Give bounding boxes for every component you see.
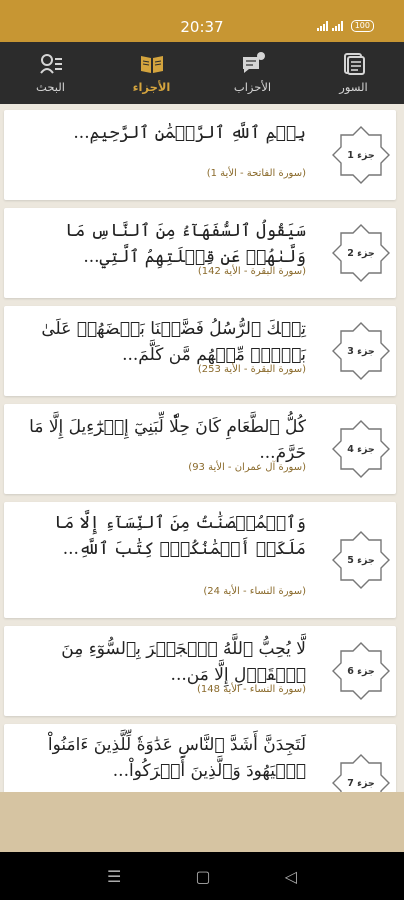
juz-verse: لَتَجِدَنَّ أَشَدَّ ٱلنَّاسِ عَدَٰوَةٗ لِّلَّذِينَ ءَامَنُواْ ٱلۡيَهُودَ وَٱلَّذِينَ أَشۡرَكُواْ... [47, 735, 306, 781]
tab-search[interactable] [0, 42, 101, 104]
juz-list [0, 104, 404, 792]
juz-badge-label: جزء 4 [347, 443, 375, 455]
juz-badge-label: جزء 3 [347, 345, 375, 357]
juz-reference: (سورة النساء - الأية 24) [203, 586, 306, 597]
battery-icon: 100 [351, 20, 374, 32]
book-list-icon [341, 51, 367, 77]
signal-icon [317, 21, 328, 31]
juz-verse: تِلۡكَ ٱلرُّسُلُ فَضَّلۡنَا بَعۡضَهُمۡ عَلَىٰ بَعۡضٖۘ مِّنۡهُم مَّن كَلَّمَ... [41, 319, 306, 365]
juz-reference: (سورة البقرة - الأية 253) [197, 364, 306, 375]
juz-reference: (سورة البقرة - الأية 142) [197, 266, 306, 277]
juz-verse: بِسۡمِ ٱللَّهِ ٱلرَّحۡمَٰنِ ٱلرَّحِيمِ... [73, 123, 306, 143]
bottom-banner [0, 792, 404, 852]
juz-badge-label: جزء 6 [347, 665, 375, 677]
juz-badge-label: جزء 5 [347, 554, 375, 566]
juz-reference: (سورة آل عمران - الأية 93) [188, 462, 306, 473]
search-user-icon [38, 51, 64, 77]
juz-badge [332, 531, 390, 589]
juz-card[interactable] [4, 110, 396, 200]
juz-card[interactable] [4, 502, 396, 618]
chat-plus-icon [240, 51, 266, 77]
juz-badge-label: جزء 7 [347, 777, 375, 789]
juz-card[interactable] [4, 306, 396, 396]
home-icon[interactable]: ▢ [195, 866, 211, 886]
tab-label: البحث [36, 80, 65, 94]
back-icon[interactable]: ◁ [284, 866, 297, 886]
juz-reference: (سورة النساء - الأية 148) [197, 684, 306, 695]
juz-badge [332, 322, 390, 380]
tab-juz[interactable] [101, 42, 202, 104]
juz-verse: لَّا يُحِبُّ ٱللَّهُ ٱلۡجَهۡرَ بِٱلسُّوٓءِ مِنَ ٱلۡقَوۡلِ إِلَّا مَن... [61, 639, 306, 685]
tab-label: الأجزاء [132, 80, 171, 94]
juz-badge [332, 754, 390, 792]
juz-reference: (سورة الفاتحة - الأية 1) [206, 168, 306, 179]
juz-card[interactable] [4, 626, 396, 716]
tab-label: السور [339, 80, 368, 94]
juz-verse: وَٱلۡمُحۡصَنَٰتُ مِنَ ٱلنِّسَآءِ إِلَّا مَا مَلَكَتۡ أَيۡمَٰنُكُمۡۖ كِتَٰبَ ٱللَّهِ... [54, 513, 306, 559]
juz-card[interactable] [4, 404, 396, 494]
system-nav-bar [0, 852, 404, 900]
tab-bar [0, 42, 404, 104]
tab-ahzab[interactable] [202, 42, 303, 104]
juz-badge [332, 126, 390, 184]
juz-badge-label: جزء 1 [347, 149, 375, 161]
tab-label: الأحزاب [233, 80, 272, 94]
recent-apps-icon[interactable]: ☰ [107, 866, 122, 886]
juz-badge [332, 642, 390, 700]
juz-card[interactable] [4, 724, 396, 792]
status-icons [317, 20, 374, 32]
juz-verse: كُلُّ ٱلطَّعَامِ كَانَ حِلّٗا لِّبَنِيٓ إِسۡرَٰٓءِيلَ إِلَّا مَا حَرَّمَ... [29, 417, 306, 463]
juz-verse: سَيَقُولُ ٱلسُّفَهَآءُ مِنَ ٱلنَّاسِ مَا وَلَّىٰهُمۡ عَن قِبۡلَتِهِمُ ٱلَّتِي... [65, 221, 306, 267]
status-bar [0, 0, 404, 42]
juz-card[interactable] [4, 208, 396, 298]
tab-surahs[interactable] [303, 42, 404, 104]
juz-badge-label: جزء 2 [347, 247, 375, 259]
juz-badge [332, 420, 390, 478]
open-book-icon [139, 51, 165, 77]
juz-badge [332, 224, 390, 282]
signal-icon [332, 21, 343, 31]
status-time: 20:37 [180, 18, 224, 36]
